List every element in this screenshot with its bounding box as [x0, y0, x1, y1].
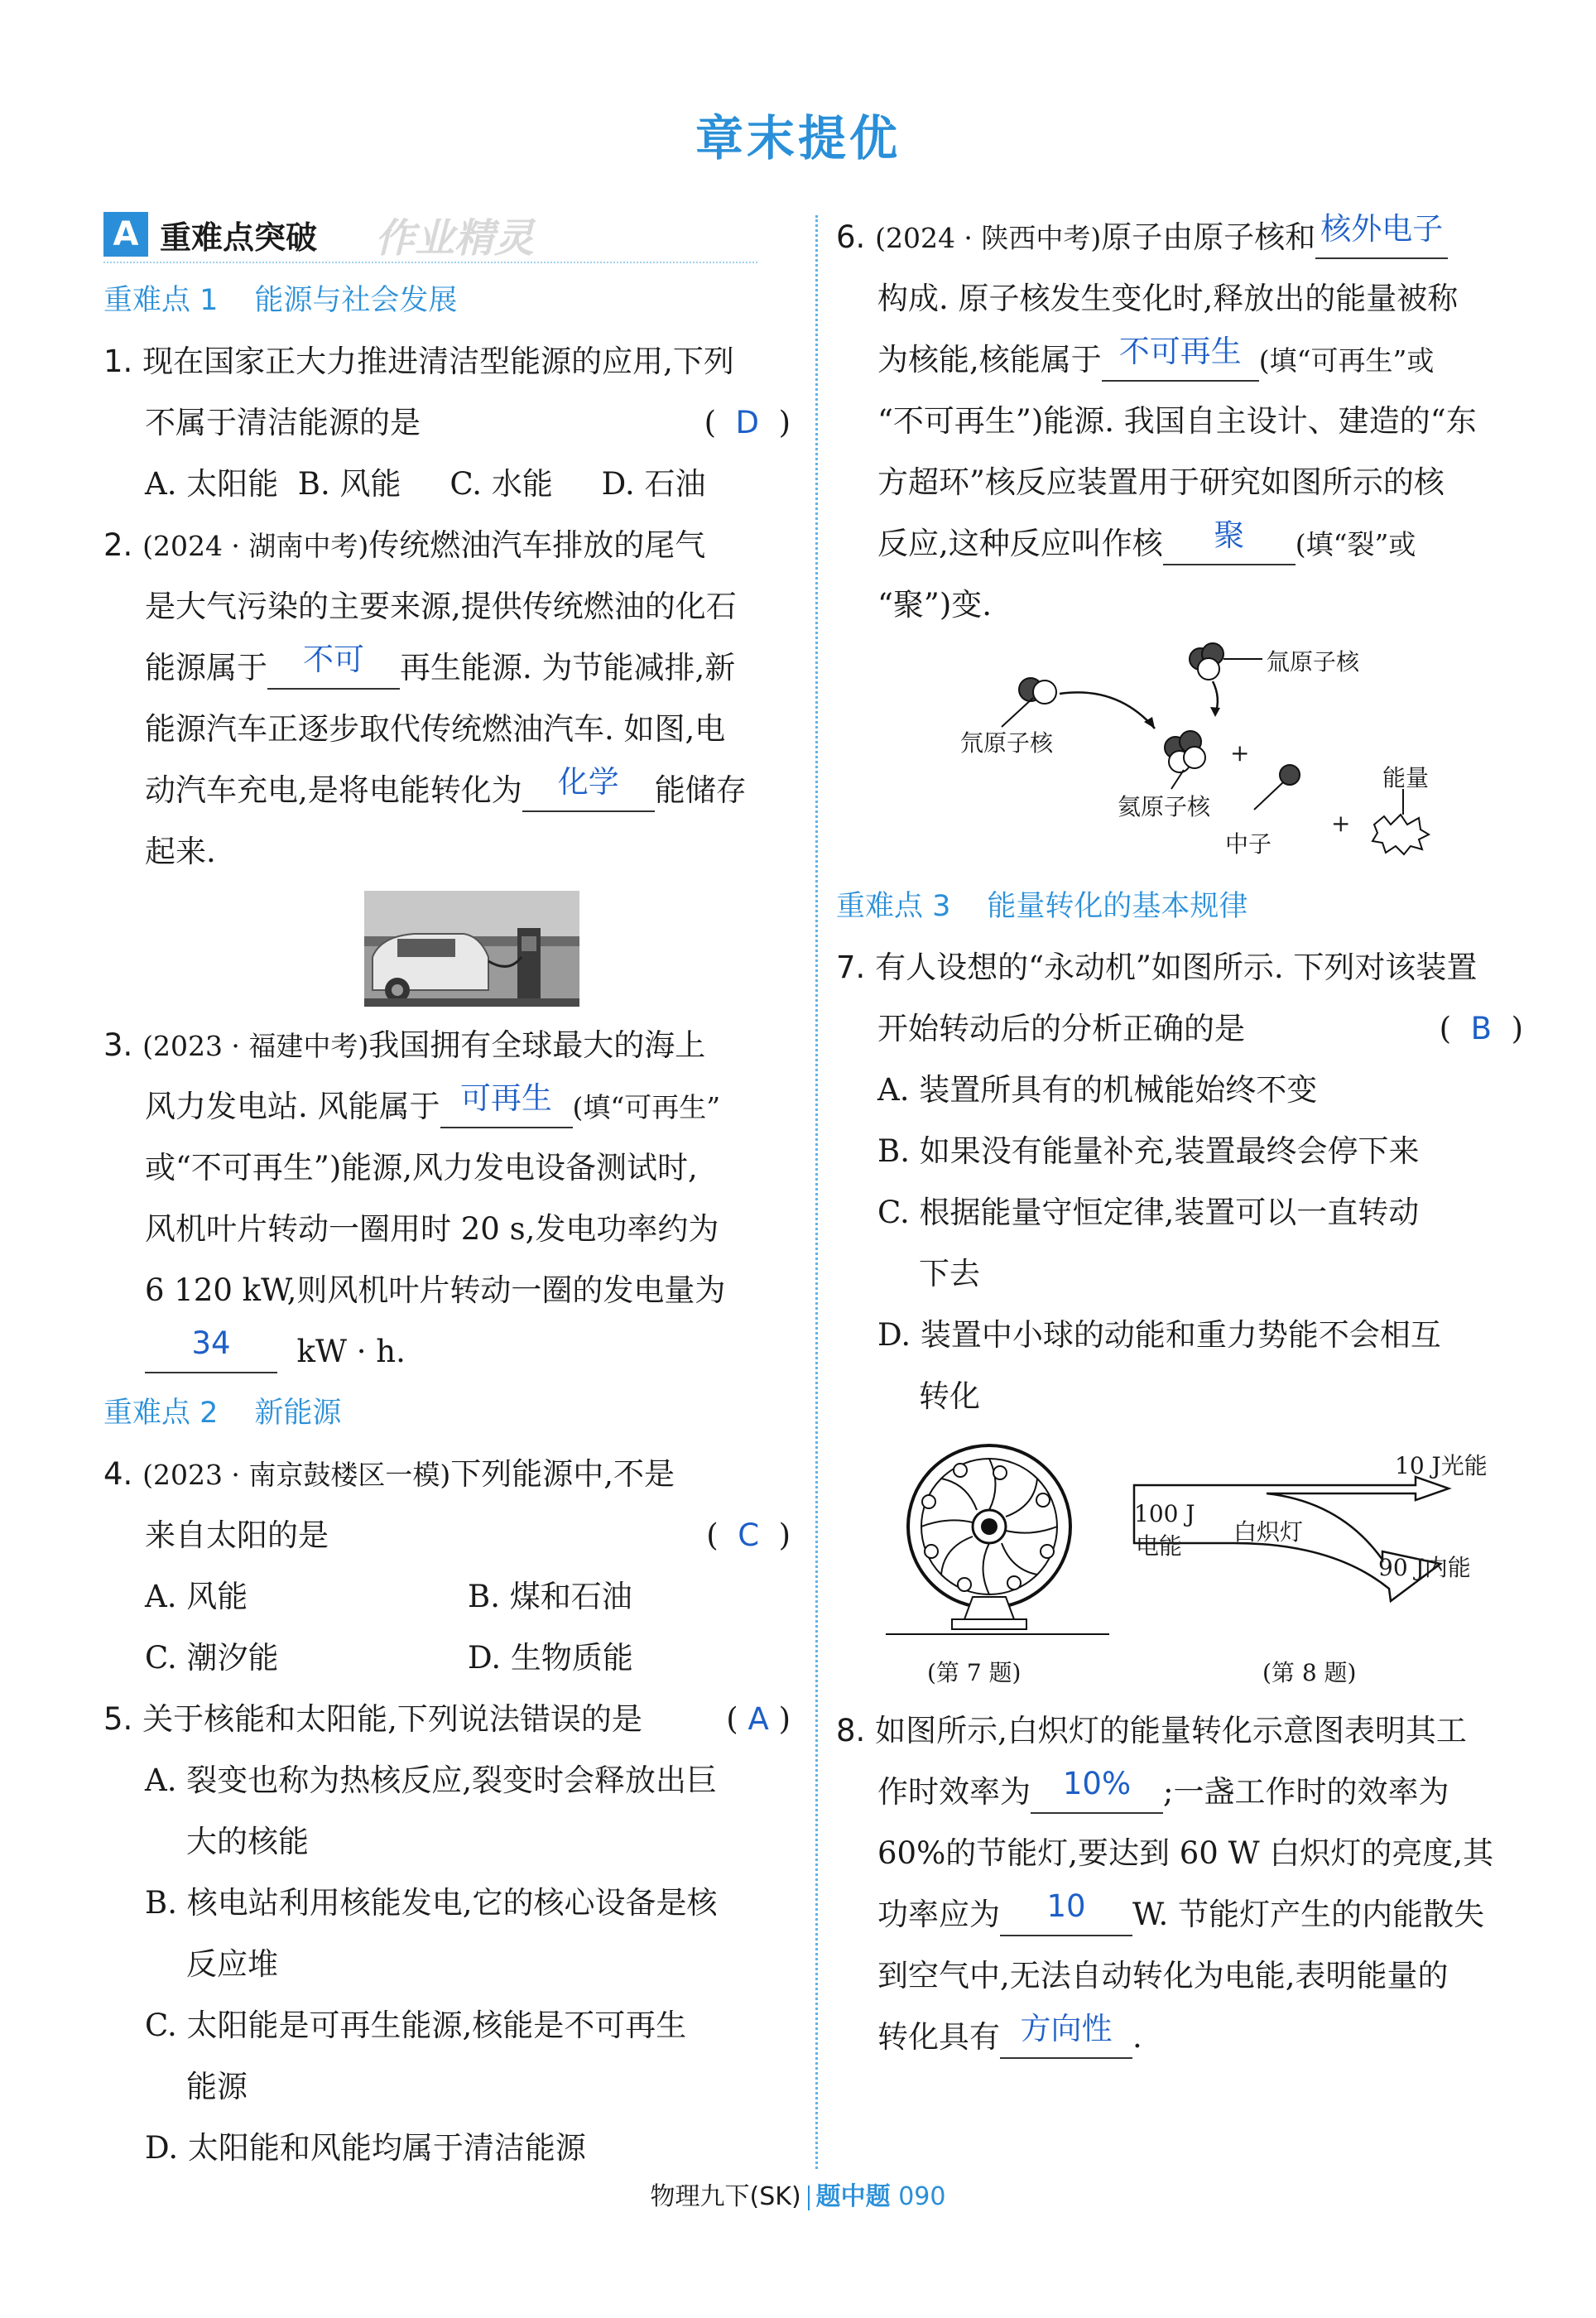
question-text: 能源属于 — [145, 650, 267, 685]
label-helium: 氦原子核 — [1118, 793, 1211, 820]
question-number: 2. — [103, 527, 133, 563]
answer-blank — [522, 764, 655, 812]
question-text: ;一盏工作时的效率为 — [1163, 1774, 1449, 1810]
label-energy: 能量 — [1382, 764, 1430, 791]
question-source: (2024 · 湖南中考) — [142, 530, 369, 562]
question-text: 起来. — [145, 834, 216, 869]
figures-7-8 — [836, 1427, 1531, 1700]
footer-brand: 题中题 — [815, 2182, 891, 2211]
option-a: A. 太阳能 — [145, 466, 279, 502]
answer-text: 10% — [1062, 1766, 1132, 1801]
question-number: 8. — [836, 1713, 866, 1748]
question-text: 反应,这种反应叫作核 — [877, 526, 1163, 561]
question-text: 60%的节能灯,要达到 60 W 白炽灯的亮度,其 — [877, 1835, 1494, 1871]
question-text: W. 节能灯产生的内能散失 — [1132, 1897, 1485, 1932]
answer-blank — [1163, 517, 1296, 565]
answer-blank — [1000, 2011, 1132, 2059]
question-text: 能储存 — [654, 772, 747, 808]
answer-blank — [1031, 1766, 1163, 1814]
ev-charging-photo — [364, 891, 579, 1007]
question-text: 动汽车充电,是将电能转化为 — [145, 772, 522, 808]
key-point-3 — [836, 876, 1531, 937]
key-point-label: 能源与社会发展 — [254, 284, 458, 317]
answer-blank — [1102, 334, 1259, 382]
question-2 — [103, 515, 799, 1015]
question-text: 为核能,核能属于 — [877, 342, 1102, 378]
question-3 — [103, 1015, 799, 1383]
label-internal-energy: 90 J内能 — [1378, 1554, 1471, 1581]
question-text: 传统燃油汽车排放的尾气 — [368, 527, 706, 563]
option-d: D. 生物质能 — [468, 1640, 633, 1676]
option-b: B. 煤和石油 — [468, 1579, 632, 1614]
option-b: B. 如果没有能量补充,装置最终会停下来 — [877, 1133, 1420, 1169]
options-row — [103, 1566, 799, 1628]
fusion-diagram — [836, 636, 1531, 876]
fusion-diagram-art — [836, 636, 1531, 876]
question-text: 现在国家正大力推进清洁型能源的应用,下列 — [142, 344, 734, 379]
answer-paren: ( C ) — [706, 1517, 791, 1553]
question-text: 原子由原子核和 — [1101, 219, 1316, 255]
question-text: “聚”)变. — [877, 587, 993, 623]
question-text: 转化具有 — [877, 2019, 1000, 2055]
question-text: “不可再生”)能源. 我国自主设计、建造的“东 — [877, 403, 1477, 439]
option-d: D. 装置中小球的动能和重力势能不会相互 — [877, 1317, 1441, 1353]
question-number: 6. — [836, 219, 866, 255]
label-incandescent-lamp: 白炽灯 — [1233, 1518, 1304, 1546]
answer-text: 可再生 — [460, 1080, 553, 1116]
option-d: D. 石油 — [601, 466, 706, 502]
question-text: 有人设想的“永动机”如图所示. 下列对该装置 — [875, 950, 1478, 985]
question-4 — [103, 1444, 799, 1689]
key-point-number: 重难点 3 — [836, 890, 951, 923]
answer-choice: B — [1470, 1011, 1493, 1046]
option-b-cont: 反应堆 — [186, 1946, 278, 1982]
question-text: 如图所示,白炽灯的能量转化示意图表明其工 — [875, 1713, 1467, 1748]
question-number: 1. — [103, 344, 133, 379]
option-d-cont: 转化 — [919, 1378, 980, 1414]
answer-paren: ( B ) — [1439, 1011, 1523, 1046]
label-neutron: 中子 — [1225, 830, 1272, 858]
question-text: 是大气污染的主要来源,提供传统燃油的化石 — [145, 589, 737, 624]
option-d: D. 太阳能和风能均属于清洁能源 — [145, 2130, 586, 2166]
answer-text: 聚 — [1214, 517, 1245, 553]
question-text: 6 120 kW,则风机叶片转动一圈的发电量为 — [145, 1272, 726, 1308]
plus-sign: + — [1331, 810, 1351, 837]
answer-blank — [1315, 211, 1448, 259]
question-text: 风力发电站. 风能属于 — [145, 1089, 440, 1124]
question-text: kW · h. — [296, 1334, 406, 1369]
question-text: 到空气中,无法自动转化为电能,表明能量的 — [877, 1958, 1449, 1993]
option-a: A. 装置所具有的机械能始终不变 — [877, 1072, 1318, 1108]
question-text: 下列能源中,不是 — [450, 1456, 675, 1492]
answer-blank — [145, 1325, 277, 1373]
options-row — [103, 454, 799, 515]
answer-choice: C — [738, 1517, 760, 1553]
left-column — [103, 207, 799, 2179]
figure-container — [103, 882, 799, 1015]
answer-blank — [1000, 1888, 1132, 1936]
answer-text: 不可再生 — [1118, 334, 1242, 369]
section-header — [103, 207, 757, 263]
answer-text: 34 — [191, 1325, 231, 1361]
key-point-1 — [103, 270, 799, 331]
label-input-electric: 电能 — [1136, 1532, 1183, 1560]
key-point-label: 能量转化的基本规律 — [987, 890, 1248, 923]
question-text: 功率应为 — [877, 1897, 1000, 1932]
question-number: 3. — [103, 1027, 133, 1063]
answer-blank — [440, 1080, 573, 1128]
footer-separator — [808, 2186, 810, 2210]
question-text: 能源汽车正逐步取代传统燃油汽车. 如图,电 — [145, 711, 726, 747]
section-letter-badge: A — [103, 212, 148, 257]
question-text: (填“可再生”或 — [1258, 344, 1435, 377]
question-text: 我国拥有全球最大的海上 — [368, 1027, 706, 1063]
question-text: (填“可再生” — [572, 1091, 721, 1123]
option-c-cont: 下去 — [919, 1256, 980, 1291]
question-text: 构成. 原子核发生变化时,释放出的能量被称 — [877, 281, 1459, 316]
key-point-label: 新能源 — [254, 1397, 342, 1430]
page-title: 章末提优 — [695, 110, 901, 166]
question-text: 方超环”核反应装置用于研究如图所示的核 — [877, 464, 1445, 500]
answer-blank — [267, 642, 400, 690]
answer-text: 10 — [1046, 1888, 1086, 1924]
figure-7-caption: (第 7 题) — [927, 1659, 1022, 1686]
answer-paren: ( A ) — [726, 1701, 791, 1737]
answer-text: 方向性 — [1020, 2011, 1113, 2046]
key-point-2 — [103, 1383, 799, 1444]
answer-paren: ( D ) — [704, 405, 791, 440]
option-a: A. 风能 — [145, 1579, 248, 1614]
answer-choice: A — [748, 1701, 769, 1737]
label-input-100j: 100 J — [1134, 1500, 1195, 1527]
question-5 — [103, 1689, 799, 2179]
option-c: C. 潮汐能 — [145, 1640, 279, 1676]
option-b: B. 风能 — [297, 466, 401, 502]
question-7 — [836, 937, 1531, 1427]
question-1 — [103, 331, 799, 515]
answer-text: 化学 — [557, 764, 619, 800]
question-text: 或“不可再生”)能源,风力发电设备测试时, — [145, 1150, 698, 1185]
page-footer — [0, 2176, 1596, 2212]
footer-book-title: 物理九下(SK) — [650, 2182, 801, 2211]
key-point-number: 重难点 2 — [103, 1397, 219, 1430]
options-row — [103, 1628, 799, 1689]
option-c: C. 太阳能是可再生能源,核能是不可再生 — [145, 2008, 687, 2043]
option-a-cont: 大的核能 — [186, 1824, 309, 1859]
label-light-energy: 10 J光能 — [1395, 1452, 1488, 1479]
question-text: 开始转动后的分析正确的是 — [877, 1011, 1245, 1046]
label-tritium: 氚原子核 — [1267, 648, 1360, 676]
question-number: 4. — [103, 1456, 133, 1492]
key-point-number: 重难点 1 — [103, 284, 219, 317]
question-text: 不属于清洁能源的是 — [145, 405, 421, 440]
answer-choice: D — [735, 405, 760, 440]
question-text: 作时效率为 — [877, 1774, 1031, 1810]
question-text: 风机叶片转动一圈用时 20 s,发电功率约为 — [145, 1211, 719, 1247]
option-b: B. 核电站利用核能发电,它的核心设备是核 — [145, 1885, 718, 1921]
question-source: (2023 · 南京鼓楼区一模) — [142, 1459, 451, 1491]
page-number: 090 — [898, 2182, 946, 2211]
question-8 — [836, 1700, 1531, 2068]
question-text: 来自太阳的是 — [145, 1517, 329, 1553]
question-text: (填“裂”或 — [1295, 528, 1416, 560]
right-column — [836, 207, 1531, 2068]
section-title: 重难点突破 — [160, 219, 318, 256]
question-6 — [836, 207, 1531, 876]
answer-text: 核外电子 — [1320, 211, 1444, 247]
question-text: . — [1132, 2019, 1142, 2055]
watermark-logo: 作业精灵 — [375, 214, 535, 262]
question-text: 再生能源. 为节能减排,新 — [400, 650, 736, 685]
option-c: C. 根据能量守恒定律,装置可以一直转动 — [877, 1195, 1420, 1230]
option-c-cont: 能源 — [186, 2069, 248, 2104]
question-number: 5. — [103, 1701, 133, 1737]
question-source: (2023 · 福建中考) — [142, 1030, 369, 1062]
figure-8-caption: (第 8 题) — [1262, 1659, 1357, 1686]
question-source: (2024 · 陕西中考) — [875, 222, 1102, 254]
question-text: 关于核能和太阳能,下列说法错误的是 — [142, 1701, 642, 1737]
answer-text: 不可 — [303, 642, 364, 677]
plus-sign: + — [1230, 739, 1250, 767]
option-a: A. 裂变也称为热核反应,裂变时会释放出巨 — [145, 1763, 718, 1798]
question-number: 7. — [836, 950, 866, 985]
option-c: C. 水能 — [449, 466, 553, 502]
label-deuterium: 氘原子核 — [960, 729, 1054, 757]
column-divider — [815, 215, 818, 2169]
